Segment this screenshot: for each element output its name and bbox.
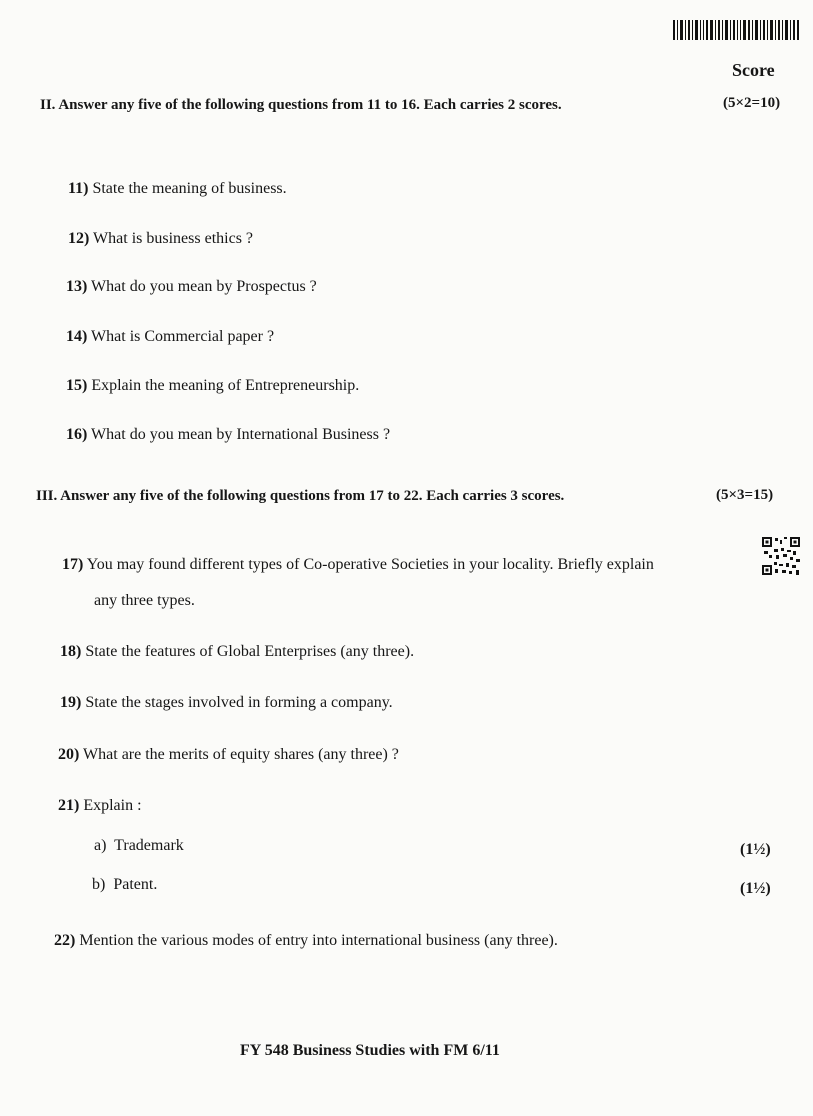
question-21-part-a [94, 837, 184, 855]
question-number: 17) [62, 556, 84, 573]
question-17 [62, 556, 654, 574]
question-text: What do you mean by International Business ? [91, 426, 391, 443]
question-21-part-b [92, 876, 157, 894]
question-text: Explain the meaning of Entrepreneurship. [91, 377, 360, 394]
question-text: What is business ethics ? [93, 230, 254, 247]
question-number: 18) [60, 643, 82, 660]
question-number: 15) [66, 377, 88, 394]
question-number: 14) [66, 328, 88, 345]
question-text: What is Commercial paper ? [91, 328, 275, 345]
question-text: What are the merits of equity shares (any three) ? [83, 746, 399, 763]
question-22 [54, 932, 558, 950]
part-text: Trademark [114, 837, 184, 854]
question-12 [68, 230, 253, 248]
question-11 [68, 180, 287, 198]
part-text: Patent. [113, 876, 158, 893]
question-14 [66, 328, 274, 346]
question-number: 13) [66, 278, 88, 295]
question-number: 21) [58, 797, 80, 814]
question-13 [66, 278, 317, 296]
section-3-marks: (5×3=15) [716, 487, 774, 503]
part-a-score: (1½) [740, 841, 771, 858]
section-3-heading: III. Answer any five of the following questions from 17 to 22. Each carries 3 scores. [36, 488, 565, 504]
question-text: Explain : [83, 797, 142, 814]
section-2-marks: (5×2=10) [723, 95, 781, 111]
question-number: 16) [66, 426, 88, 443]
question-17-continued: any three types. [94, 592, 195, 609]
question-text: State the meaning of business. [92, 180, 287, 197]
question-text: Mention the various modes of entry into international business (any three). [79, 932, 558, 949]
question-15 [66, 377, 359, 395]
question-16 [66, 426, 390, 444]
question-number: 22) [54, 932, 76, 949]
question-19 [60, 694, 393, 712]
page-footer: FY 548 Business Studies with FM 6/11 [240, 1042, 500, 1059]
question-text: You may found different types of Co-operative Societies in your locality. Briefly explain [86, 556, 654, 573]
question-21 [58, 797, 142, 815]
question-text: State the stages involved in forming a company. [85, 694, 393, 711]
question-number: 12) [68, 230, 90, 247]
section-2-heading: II. Answer any five of the following questions from 11 to 16. Each carries 2 scores. [40, 97, 562, 113]
part-label: b) [92, 876, 106, 893]
question-number: 11) [68, 180, 89, 197]
score-label: Score [732, 60, 775, 80]
qr-code-icon [762, 537, 800, 575]
question-18 [60, 643, 414, 661]
question-20 [58, 746, 399, 764]
question-text: State the features of Global Enterprises (any three). [85, 643, 415, 660]
part-b-score: (1½) [740, 880, 771, 897]
part-label: a) [94, 837, 107, 854]
question-text: What do you mean by Prospectus ? [91, 278, 317, 295]
question-number: 19) [60, 694, 82, 711]
barcode-icon [673, 20, 799, 40]
question-number: 20) [58, 746, 80, 763]
